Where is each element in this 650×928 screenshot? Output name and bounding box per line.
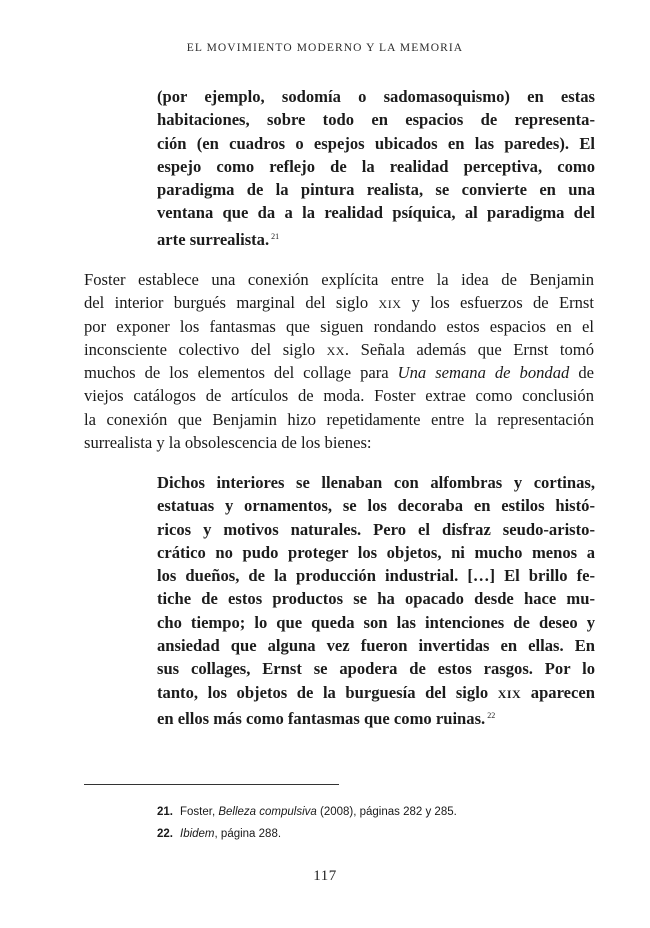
quote-line: crático no pudo proteger los objetos, ni mucho menos a (157, 542, 595, 562)
block-quote-2 (157, 471, 595, 730)
century-numeral: xix (378, 293, 402, 313)
text-run: de (569, 363, 594, 383)
block-quote-1 (157, 85, 595, 251)
text-run: muchos de los elementos del collage para (84, 363, 398, 383)
footnote-separator (84, 784, 339, 785)
body-paragraph (84, 268, 594, 454)
text-run: inconsciente colectivo del siglo (84, 339, 327, 359)
footnote-number: 22. (157, 828, 173, 840)
footnote-21 (157, 801, 597, 823)
footnote-ref-22[interactable]: 22 (487, 710, 496, 720)
text-run: . Señala además que Ernst tomó (344, 339, 594, 359)
footnote-author: Foster, (180, 806, 219, 818)
paragraph-line (84, 361, 594, 384)
quote-line (157, 681, 595, 704)
quote-line: (por ejemplo, sodomía o sadomasoquismo) en estas (157, 87, 595, 106)
quote-line: ricos y motivos naturales. Pero el disfraz seudo-aristo- (157, 519, 595, 539)
text-run: y los esfuerzos de Ernst (401, 293, 594, 313)
footnote-22 (157, 823, 597, 845)
footnote-title: Belleza compulsiva (218, 806, 317, 818)
quote-line: espejo como reflejo de la realidad perceptiva, como (157, 156, 595, 176)
quote-line: Dichos interiores se llenaban con alfombras y cortinas, (157, 473, 595, 492)
paragraph-line (84, 338, 594, 361)
footnote-number: 21. (157, 806, 173, 818)
quote-text: en ellos más como fantasmas que como ruinas. (157, 708, 486, 728)
footnotes (157, 801, 597, 845)
quote-line-last (157, 225, 595, 251)
paragraph-line (84, 291, 594, 314)
quote-line-last (157, 704, 595, 730)
quote-line: ansiedad que alguna vez fueron invertidas en ellas. En (157, 636, 595, 656)
quote-line: ción (en cuadros o espejos ubicados en las paredes). El (157, 133, 595, 153)
paragraph-line: por exponer los fantasmas que siguen rondando estos espacios en el (84, 316, 594, 336)
quote-line: habitaciones, sobre todo en espacios de representa- (157, 110, 595, 130)
paragraph-line: viejos catálogos de artículos de moda. Foster extrae como conclusión (84, 386, 594, 406)
quote-line: tiche de estos productos se ha opacado desde hace mu- (157, 589, 595, 609)
footnote-rest: (2008), páginas 282 y 285. (316, 806, 457, 818)
footnote-title: Ibidem (180, 828, 215, 840)
quote-text: arte surrealista. (157, 229, 270, 249)
text-run: aparecen (521, 682, 595, 702)
quote-line: los dueños, de la producción industrial. […] El brillo fe- (157, 566, 595, 586)
footnote-ref-21[interactable]: 21 (271, 231, 280, 241)
paragraph-line-last: surrealista y la obsolescencia de los bienes: (84, 433, 372, 453)
text-run: del interior burgués marginal del siglo (84, 293, 379, 313)
text-run: tanto, los objetos de la burguesía del siglo (157, 682, 498, 702)
paragraph-line: Foster establece una conexión explícita entre la idea de Benjamin (84, 270, 594, 289)
quote-line: ventana que da a la realidad psíquica, al paradigma del (157, 203, 595, 223)
page-number: 117 (313, 868, 337, 884)
quote-line: paradigma de la pintura realista, se convierte en una (157, 180, 595, 200)
running-head: EL MOVIMIENTO MODERNO Y LA MEMORIA (186, 42, 464, 54)
quote-line: cho tiempo; lo que queda son las intenciones de deseo y (157, 612, 595, 632)
quote-line: sus collages, Ernst se apodera de estos rasgos. Por lo (157, 659, 595, 679)
footnote-rest: , página 288. (214, 828, 282, 840)
century-numeral: xix (497, 682, 522, 702)
quote-line: estatuas y ornamentos, se los decoraba en estilos histó- (157, 496, 595, 516)
book-title: Una semana de bondad (397, 363, 570, 383)
paragraph-line: la conexión que Benjamin hizo repetidamente entre la representación (84, 409, 594, 429)
century-numeral: xx (326, 339, 345, 359)
